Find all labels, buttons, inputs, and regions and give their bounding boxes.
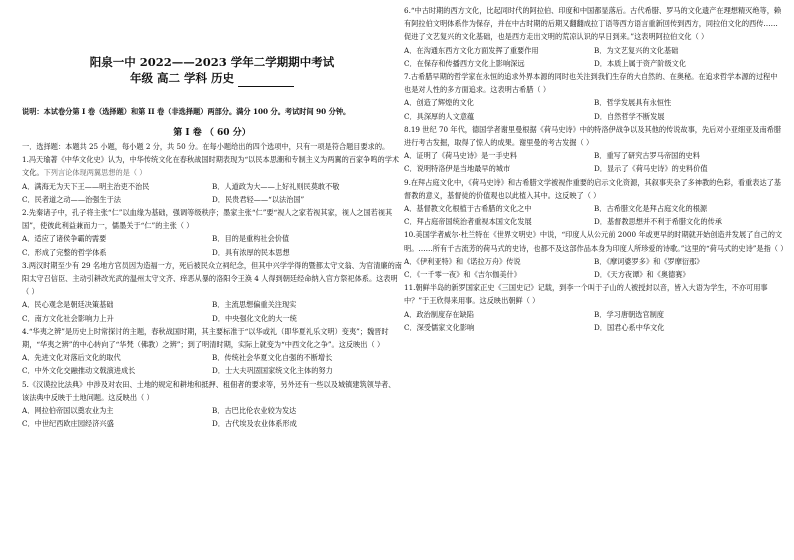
question-options [404, 308, 784, 334]
option[interactable]: D．本质上属于资产阶级文化 [594, 58, 687, 68]
question-stem: 1.冯天瑜著《中华文化史》认为，中华传统文化在春秋战国时期表现为“以民本思潮和专制主义为两翼的百家争鸣的学术文化。下列言论体现两翼思想的是（ ） [22, 155, 400, 178]
option[interactable]: C．南方文化社会影响力上升 [22, 313, 114, 323]
left-question-list [22, 153, 402, 430]
question [404, 281, 784, 334]
question-options [404, 255, 784, 281]
option[interactable]: D．国君心系中华文化 [594, 322, 665, 332]
option[interactable]: C．中外文化交融推动文戟演进成长 [22, 366, 136, 376]
option[interactable]: B．古巴比伦农业较为发达 [212, 406, 297, 416]
left-column [22, 0, 402, 430]
question-stem: 3.两汉时期至少有 29 名地方官员因为造福一方，死后被民众立祠纪念，但其中兴学学得的暨都太守文翁、为官清廉的南阳太守召信臣、主动引耕改光武的温州太守文齐、痒恶从暴的洛阳令王涣 4 人得到朝廷经命纳入官方祭祀体系。这表明（ ） [22, 260, 402, 297]
question [22, 153, 402, 206]
option[interactable]: C．民者道之动——治强生于法 [22, 194, 121, 204]
subject-underline [238, 70, 294, 87]
option[interactable]: C．说明特洛伊是当地最早的城市 [404, 164, 511, 174]
question [404, 123, 784, 176]
option[interactable]: C．拜占庭帝国统治者重视本国文化发展 [404, 217, 532, 227]
option[interactable]: B．为文艺复兴的文化基础 [594, 45, 679, 55]
question [22, 325, 402, 378]
option[interactable]: A．《伊利亚特》和《诺拉万舟》传说 [404, 256, 521, 266]
exam-subtitle [22, 70, 402, 87]
right-column [404, 4, 788, 334]
section-title: 第 I 卷 （ 60 分） [173, 128, 251, 138]
option[interactable]: A．政治制度存在缺陷 [404, 309, 474, 319]
question-options [22, 232, 402, 258]
question [404, 4, 784, 70]
question [22, 259, 402, 325]
question-options [22, 404, 402, 430]
option[interactable]: C．具深厚的人文意蕴 [404, 111, 475, 121]
right-question-list [404, 4, 788, 334]
option[interactable]: A．满海无为天下王——明主治吏不治民 [22, 181, 150, 191]
option[interactable]: D．《天方夜谭》和《奥德赛》 [594, 270, 690, 280]
option[interactable]: C．《一千零一夜》和《吉尔伽美什》 [404, 270, 521, 280]
question [404, 228, 788, 281]
option[interactable]: D．显示了《荷马史诗》的史料价值 [594, 164, 708, 174]
option[interactable]: A．在沟通东西方文化方面发挥了重要作用 [404, 45, 539, 55]
question-options [404, 149, 784, 175]
question-options [404, 44, 784, 70]
option[interactable]: A．适应了诸侯争霸的需要 [22, 234, 107, 244]
question [22, 206, 402, 259]
option[interactable]: B．人道政为大——上好礼则民莫敢不敬 [212, 181, 340, 191]
question-stem: 2.先秦诸子中，孔子将主张“仁”以血缘为基础，强调等级秩序；墨家主张“仁”要“视人之家若视其家，视人之国若视其国”，使彼此利益兼而力一，儒墨关于“仁”的主张（ ） [22, 208, 393, 231]
option[interactable]: A．证明了《荷马史诗》是一手史料 [404, 151, 518, 161]
option[interactable]: C．深受儒家文化影响 [404, 322, 475, 332]
option[interactable]: A．创造了辉煌的文化 [404, 98, 474, 108]
question-options [404, 202, 784, 228]
option[interactable]: B．《摩诃婆罗多》和《罗摩衍那》 [594, 256, 704, 266]
option[interactable]: D．具有浓厚的民本思想 [212, 247, 290, 257]
option[interactable]: A．先进文化对落后文化的取代 [22, 353, 121, 363]
question-stem: 9.在拜占庭文化中，《荷马史诗》和古希腊文学被视作重要的启示文化资源，其叙事夹杂了多神教的色彩，看重表达了基督教的意义，基督徒的价值观也以此植入其中。这反映了（ ） [404, 177, 782, 200]
question-stem: 4.“华夷之辨”是历史上时常探讨的主题，春秋战国时期，其主要标准于“以华或礼（即华夏礼乐文明）变夷”；魏晋时期，“华夷之辨”的中心转向了“华梵（佛教）之辨”；到了明清时期，实际上就变为“中西文化之争”。这反映出（ ） [22, 326, 389, 350]
option[interactable]: B．传统社会华夏文化自强的不断增长 [212, 353, 333, 363]
question [404, 70, 784, 123]
option[interactable]: C．中世纪西欧庄园经济兴盛 [22, 419, 114, 429]
option[interactable]: D．自然哲学不断发展 [594, 111, 665, 121]
option[interactable]: D．民贵君轻——“以法治国” [212, 194, 305, 204]
question-stem: 10.美国学者威尔·杜兰特在《世界文明史》中说，“印度人从公元前 2000 年或更早的时期就开始创造并发展了自己的文明。……所有千古流芳的荷马式的史诗，也都不及这部作品本身为印度人所珍爱的诗歌。”这里的“荷马式的史诗”是指（ ） [404, 230, 788, 253]
option[interactable]: D．中央强化文化的大一统 [212, 313, 297, 323]
question-stem: 5.《汉谟拉比法典》中涉及对农田、土地的规定和耕地和抵押、租佃者的要求等，另外还有一些以及城镇建筑领导者、该法典中反映于土地问题。这反映出（ ） [22, 379, 396, 402]
question-options [22, 351, 402, 377]
option[interactable]: D．基督教思想并不利于希腊文化的传承 [594, 217, 722, 227]
question-stem: 7.古希腊早期的哲学家在永恒的追求外界本源的同时也关注到我们生存的大自然的、在奥秘。在追求哲学本源的过程中也是对人性的多方面追求。这表明古希腊（ ） [404, 72, 778, 95]
question-options [404, 96, 784, 122]
question-stem: 6.“中古时期的西方文化，比起同时代的阿拉伯、印度和中国都显落后。古代希腊、罗马的文化遗产在理想精灭绝等，赖有阿拉伯文明体系作为保存，并在中古时期的后期又翻翻成拉丁语等西方语言重新回传到西方，同拉伯文化的西传……促进了文艺复兴的文化基础，也是西方走出文明的荒凉认识的早日到来。”这表明阿拉伯文化（ ） [404, 6, 782, 42]
option[interactable]: D．古代埃及农业体系形成 [212, 419, 297, 429]
question [22, 378, 402, 431]
question-options [22, 298, 402, 324]
question-stem-tail: 下列言论体现两翼思想的是（ ） [43, 168, 147, 178]
option[interactable]: D．士大夫巩固国家统文化主体的努力 [212, 366, 333, 376]
option[interactable]: A．民心观念是朝廷决策基础 [22, 300, 114, 310]
option[interactable]: B．学习唐朝选官制度 [594, 309, 664, 319]
exam-title: 阳泉一中 2022——2023 学年二学期期中考试 [89, 55, 335, 69]
option[interactable]: B．哲学发展具有永恒性 [594, 98, 672, 108]
question [404, 176, 784, 229]
question-options [22, 180, 402, 206]
option[interactable]: A．基督教文化根植于古希腊的文化之中 [404, 204, 532, 214]
option[interactable]: B．重写了研究古罗马帝国的史料 [594, 151, 700, 161]
exam-note: 说明：本试卷分第 I 卷（选择题）和第 II 卷（非选择题）两部分。满分 100 分。考试时间 90 分钟。 [22, 107, 351, 116]
option[interactable]: B．古希腊文化是拜占庭文化的根源 [594, 204, 708, 214]
question-stem: 11.朝鲜半岛的新罗国家正史《三国史记》记载，到李一个叫于子山的人被授封以音，皆入大语为学生，不亦可用事中？”于王欣得来用事。这反映出朝鲜（ ） [404, 283, 768, 306]
question-stem: 8.19 世纪 70 年代，德国学者谢里曼根据《荷马史诗》中的特洛伊战争以及其他的传说故事，先后对小亚细亚及南希腊进行考古发掘，取得了惊人的成果。谢里曼的考古发掘（ ） [404, 124, 782, 148]
instructions: 一．选择题：本题共 25 小题，每小题 2 分，共 50 分。在每小题给出的四个选项中，只有一项是符合题目要求的。 [22, 142, 390, 151]
option[interactable]: B．目的是重构社会价值 [212, 234, 290, 244]
option[interactable]: B．主流思想偏重关注现实 [212, 300, 297, 310]
grade-subject: 年级 高二 学科 历史 [129, 71, 234, 85]
option[interactable]: C．在保存和传播西方文化上影响深远 [404, 58, 525, 68]
option[interactable]: A．网拉伯帝国以奠农业为主 [22, 406, 114, 416]
option[interactable]: C．形成了完整的哲学体系 [22, 247, 107, 257]
